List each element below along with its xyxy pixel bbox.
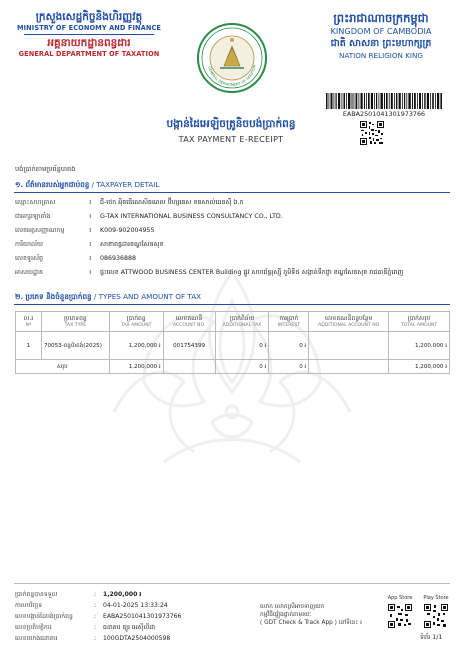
footer-value: ធនាគារ ឌ្យូរ អេស៊ីលីដា bbox=[103, 624, 156, 631]
footer-label: ប្រាក់ពន្ធបានទទួល bbox=[15, 591, 58, 598]
footer-value: EABA2501041301973766 bbox=[103, 613, 182, 620]
cell-total-additional: 0 ៛ bbox=[215, 360, 269, 374]
app-store-qr-code[interactable] bbox=[388, 604, 412, 628]
taxpayer-row-phone: លេខទូរស័ព្ទ ៖ 086936888 bbox=[15, 253, 450, 265]
receipt-qr-code bbox=[360, 121, 384, 145]
footer-value: 1,200,000 ៛ bbox=[103, 591, 142, 598]
cell-additional-tax: 0 ៛ bbox=[215, 332, 269, 360]
cell-additional-account bbox=[309, 332, 389, 360]
gdt-seal-logo bbox=[196, 22, 268, 94]
tax-section-kh: ប្រភេទ និងចំនួនប្រាក់ពន្ធ bbox=[25, 292, 92, 301]
kingdom-block bbox=[306, 10, 456, 61]
footer-value: 04-01-2025 13:33:24 bbox=[103, 602, 168, 609]
taxpayer-section-en: / TAXPAYER DETAIL bbox=[91, 180, 160, 189]
motto-kh: ជាតិ សាសនា ព្រះមហាក្សត្រ bbox=[330, 38, 432, 49]
cell-tax-type: 70053-ពន្ធប៉ាតង់(2025) bbox=[41, 332, 109, 360]
ministry-divider bbox=[24, 34, 154, 35]
kingdom-en: KINGDOM OF CAMBODIA bbox=[330, 26, 432, 36]
tax-section-line bbox=[14, 304, 450, 305]
cell-no: 1 bbox=[16, 332, 42, 360]
tax-table bbox=[15, 311, 450, 374]
app-note-line-2: កម្មវិធីផ្ទៀងផ្ទាត់តាមរយៈ bbox=[260, 612, 312, 618]
tax-section-num: ២. bbox=[15, 292, 24, 301]
taxpayer-row-tin: លេខអត្តសញ្ញាណកម្ម ៖ K009-902004955 bbox=[15, 225, 450, 237]
receipt-title-kh: បង្កាន់ដៃអេឡិចត្រូនិចបង់ប្រាក់ពន្ធ bbox=[166, 118, 296, 130]
taxpayer-row-name-kh: ឈ្មោះសហគ្រាស ៖ ជី-ថេក អុិនធើណេសិនណល ប៊ីហ្សនេស ខនសាល់ធេនស៊ី ឯ.ក bbox=[15, 197, 450, 209]
cell-total-add-account bbox=[309, 360, 389, 374]
col-header-total: ប្រាក់សរុប TOTAL AMOUNT bbox=[389, 312, 450, 332]
info-value: ផ្ទះលេខ ATTWOOD BUSINESS CENTER Building ផ្លូវ សហព័ន្ធរុស្ស៊ី ភូមិទី៥ សង្កាត់ទឹកថ្លា ខណ្ឌសែនសុខ រាជធានីភ្នំពេញ bbox=[100, 269, 404, 276]
play-store-qr-code[interactable] bbox=[424, 604, 448, 628]
info-value: G-TAX INTERNATIONAL BUSINESS CONSULTANCY CO., LTD. bbox=[100, 213, 283, 220]
department-en: GENERAL DEPARTMENT OF TAXATION bbox=[18, 50, 160, 58]
ministry-block bbox=[14, 10, 164, 59]
col-header-additional-account: លេខគណនីពន្ធបន្ថែម ADDITIONAL ACCOUNT NO bbox=[309, 312, 389, 332]
info-label: ការិយាល័យ bbox=[15, 241, 43, 248]
page-number: ទំព័រ 1/1 bbox=[420, 633, 443, 641]
footer-row-amount-received: ប្រាក់ពន្ធបានទទួល : 1,200,000 ៛ bbox=[15, 591, 142, 598]
info-value: សាខាពន្ធដារខណ្ឌសែនសុខ bbox=[100, 241, 164, 248]
footer-label: លេខប្រតិបត្តិការ bbox=[15, 624, 52, 631]
info-label: ឈ្មោះសហគ្រាស bbox=[15, 199, 56, 206]
footer-label: កាលបរិច្ឆេទ bbox=[15, 602, 43, 609]
cell-total-amount: 1,200,000 ៛ bbox=[109, 360, 163, 374]
footer-divider bbox=[14, 583, 450, 584]
footer-row-date: កាលបរិច្ឆេទ : 04-01-2025 13:33:24 bbox=[15, 602, 168, 609]
motto-en: NATION RELIGION KING bbox=[338, 51, 423, 60]
app-note-line-3: ( GDT Check & Track App ) នៅទីនេះ ៖ bbox=[260, 620, 363, 626]
app-store-label: App Store bbox=[387, 595, 413, 601]
cell-grand-total: 1,200,000 ៛ bbox=[389, 360, 450, 374]
play-store-label: Play Store bbox=[423, 595, 449, 601]
department-kh: អគ្គនាយកដ្ឋានពន្ធដារ bbox=[47, 37, 131, 49]
footer-row-transaction: លេខប្រតិបត្តិការ : ធនាគារ ឌ្យូរ អេស៊ីលីដា bbox=[15, 624, 156, 631]
taxpayer-section-num: ១. bbox=[15, 180, 24, 189]
taxpayer-row-name-latin: ជាអក្សរឡាតាំង ៖ G-TAX INTERNATIONAL BUSINESS CONSULTANCY CO., LTD. bbox=[15, 211, 450, 223]
barcode bbox=[326, 93, 442, 109]
cell-tax-amount: 1,200,000 ៛ bbox=[109, 332, 163, 360]
app-download-note bbox=[260, 603, 380, 627]
col-header-interest: ការប្រាក់ INTEREST bbox=[269, 312, 309, 332]
col-header-tax-type: ប្រភេទពន្ធ TAX TYPE bbox=[41, 312, 109, 332]
footer-row-receipt-no: លេខបង្កាន់ដៃបង់ប្រាក់ពន្ធ : EABA2501041301973766 bbox=[15, 613, 182, 620]
tax-table-header bbox=[16, 312, 450, 332]
cell-total-account bbox=[163, 360, 215, 374]
taxpayer-row-address: អាសយដ្ឋាន ៖ ផ្ទះលេខ ATTWOOD BUSINESS CENTER Building ផ្លូវ សហព័ន្ធរុស្ស៊ី ភូមិទី៥ សង្កាត់ទឹកថ្លា ខណ្ឌសែនសុខ រាជធានីភ្នំពេញ bbox=[15, 267, 450, 279]
footer-row-bank-ref: លេខយោងធនាគារ : 100GDTA2504000598 bbox=[15, 635, 171, 642]
footer-label: លេខយោងធនាគារ bbox=[15, 635, 58, 642]
taxpayer-section-title bbox=[15, 180, 159, 191]
info-label: អាសយដ្ឋាន bbox=[15, 269, 43, 276]
col-header-tax-amount: ប្រាក់ពន្ធ TAX AMOUNT bbox=[109, 312, 163, 332]
info-label: លេខទូរស័ព្ទ bbox=[15, 255, 43, 262]
info-label: លេខអត្តសញ្ញាណកម្ម bbox=[15, 227, 65, 234]
table-row bbox=[16, 332, 450, 360]
tax-section-en: / TYPES AND AMOUNT OF TAX bbox=[93, 292, 202, 301]
cell-total-interest: 0 ៛ bbox=[269, 360, 309, 374]
info-label: ជាអក្សរឡាតាំង bbox=[15, 213, 51, 220]
kingdom-kh: ព្រះរាជាណាចក្រកម្ពុជា bbox=[333, 11, 429, 25]
col-header-account-no: លេខគណនី ACCOUNT NO. bbox=[163, 312, 215, 332]
cell-interest: 0 ៛ bbox=[269, 332, 309, 360]
taxpayer-section-line bbox=[14, 192, 450, 193]
footer-label: លេខបង្កាន់ដៃបង់ប្រាក់ពន្ធ bbox=[15, 613, 73, 620]
receipt-code: EABA2501041301973766 bbox=[342, 110, 426, 118]
ministry-en: MINISTRY OF ECONOMY AND FINANCE bbox=[16, 24, 162, 32]
cell-total: 1,200,000 ៛ bbox=[389, 332, 450, 360]
col-header-no: ល.រ Nº bbox=[16, 312, 42, 332]
col-header-additional-tax: ប្រាក់ពិន័យ ADDITIONAL TAX bbox=[215, 312, 269, 332]
app-note-line-1: លោក លោកស្រីអាចទាញយក bbox=[260, 604, 325, 610]
tax-section-title bbox=[15, 292, 201, 303]
table-total-row bbox=[16, 360, 450, 374]
taxpayer-row-office: ការិយាល័យ ៖ សាខាពន្ធដារខណ្ឌសែនសុខ bbox=[15, 239, 450, 251]
cell-account-no: 001754399 bbox=[163, 332, 215, 360]
taxpayer-section-kh: ព័ត៌មានរបស់អ្នកជាប់ពន្ធ bbox=[25, 180, 90, 189]
info-value: 086936888 bbox=[100, 255, 137, 262]
info-value: K009-902004955 bbox=[100, 227, 155, 234]
seal-text: GENERAL DEPARTMENT OF TAXATION bbox=[207, 64, 257, 88]
cell-total-label: សរុប bbox=[16, 360, 110, 374]
ministry-kh: ក្រសួងសេដ្ឋកិច្ចនិងហិរញ្ញវត្ថុ bbox=[35, 11, 143, 23]
payment-method-note: បង់ប្រាក់តាមប្រព័ន្ធបាគង bbox=[15, 165, 76, 173]
info-value: ជី-ថេក អុិនធើណេសិនណល ប៊ីហ្សនេស ខនសាល់ធេនស៊ី ឯ.ក bbox=[100, 199, 244, 206]
receipt-title-en: TAX PAYMENT E-RECEIPT bbox=[178, 135, 284, 144]
footer-value: 100GDTA2504000598 bbox=[103, 635, 171, 642]
